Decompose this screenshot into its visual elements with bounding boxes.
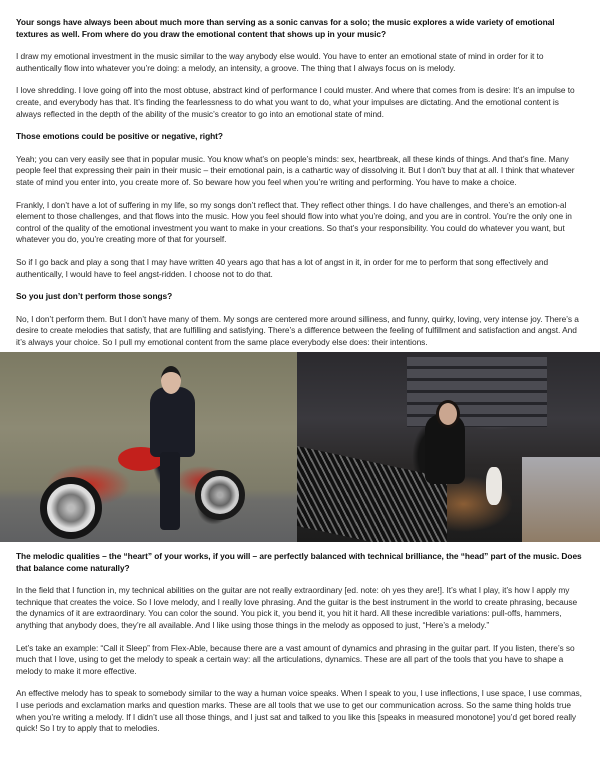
article-top <box>16 17 586 348</box>
answer-1-paragraph-2: I love shredding. I love going off into the most obtuse, abstract kind of performance I could muster. And where that comes from is desire: It’s an impulse to create, and everybody has that. It’s finding the fearlessness to do what you want to do, what your impulses are dictating. And the emotional content is always reflected in the depth of the ability of the music’s creator to go into an emotional state of mind. <box>16 85 575 119</box>
answer-4-paragraph-1: In the field that I function in, my technical abilities on the guitar are not really extraordinary [ed. note: oh yes they are!]. It’s what I play, it’s how I apply my technique that creates the voice. So I love melody, and I really love phrasing. And the guitar is the best instrument in the world to create phrasing, because the dynamics of it are extraordinary. You can color the sound. You pick it, you bend it, you hit it hard. All these incredible variations: pull-offs, hammers, anything that anybody does, they’re all available. And I like using those things in the melody as opposed to just, “Here’s a melody.” <box>16 585 578 630</box>
answer-2-paragraph-2: Frankly, I don’t have a lot of suffering in my life, so my songs don’t reflect that. They reflect other things. I do have challenges, and there’s an emotion-al element to those challenges, and that flows into the music. How you feel should flow into what you’re doing, and you are in control. You’re the only one in control of the quality of the emotional investment you want to make in your creations. So that’s your responsibility. You could do whatever you want, but whatever you do, you’re creating more of that for yourself. <box>16 199 572 245</box>
question-2: Those emotions could be positive or negative, right? <box>16 131 223 142</box>
question-1: Your songs have always been about much more than serving as a sonic canvas for a solo; the music explores a wide variety of emotional textures as well. From where do you draw the emotional content that shows up in your music? <box>16 17 555 39</box>
answer-2-paragraph-1: Yeah; you can very easily see that in popular music. You know what’s on people’s minds: sex, heartbreak, all these kinds of things. And that’s fine. Many people feel that expressing their pain in their music – their emotional pain, is a cathartic way of dissolving it. But I don’t buy that at all. I think that whatever state of mind you enter into, you create more of. So beware how you feel when you’re writing and performing. You have to make a choice. <box>16 153 575 187</box>
musician-head <box>436 400 460 428</box>
answer-1-paragraph-1: I draw my emotional investment in the music similar to the way anybody else would. You have to enter an emotional state of mind in order for it to authentically flow into whatever you’re doing: a melody, an intensity, a groove. The thing that I always focus on is melody. <box>16 51 544 73</box>
answer-4-paragraph-2: Let’s take an example: “Call it Sleep” from Flex-Able, because there are a vast amount of dynamics and phrasing in the guitar part. If you listen, there’s so much that I love, using to get the melody to speak a certain way: all the articulations, dynamics. These are all part of the tools that you have to shape a melody to make it more effective. <box>16 642 575 676</box>
wheel-rear <box>195 470 245 520</box>
photo-strip <box>0 352 600 542</box>
article-bottom <box>16 551 586 735</box>
question-4: The melodic qualities – the “heart” of your works, if you will – are perfectly balanced with technical brilliance, the “head” part of the music. Does that balance come naturally? <box>16 551 582 573</box>
question-3: So you just don’t perform those songs? <box>16 291 173 302</box>
tape-machine <box>522 457 600 542</box>
answer-2-paragraph-3: So if I go back and play a song that I may have written 40 years ago that has a lot of angst in it, in order for me to perform that song effectively and authentically, I would have to feel angst-ridden. I choose not to do that. <box>16 256 549 279</box>
rider-head <box>161 366 181 394</box>
rider-legs <box>160 452 180 530</box>
answer-3-paragraph-1: No, I don’t perform them. But I don’t have many of them. My songs are centered more around silliness, and funny, quirky, loving, very intense joy. There’s a desire to create melodies that satisfy, that are fulfilling and satisfying. There’s a difference between the feeling of fulfillment and satisfaction and angst. And it’s always your choice. So I pull my emotional content from the same place everybody else does: their intentions. <box>16 313 579 347</box>
white-guitar <box>486 467 502 505</box>
photo-studio <box>297 352 600 542</box>
rack-gear <box>407 357 547 427</box>
rider-body <box>150 387 195 457</box>
answer-4-paragraph-3: An effective melody has to speak to somebody similar to the way a human voice speaks. When I speak to you, I use inflections, I use space, I use commas, I use periods and exclamation marks and question marks. These are all tools that we use to get our communication across. So the same thing holds true when you’re writing a melody. If I didn’t use all those things, and I just sat and talked to you like this [speaks in measured monotone] you’d get bored really quick! So I try to apply that to melodies. <box>16 688 582 734</box>
photo-motorcycle <box>0 352 297 542</box>
wheel-front <box>40 477 102 539</box>
